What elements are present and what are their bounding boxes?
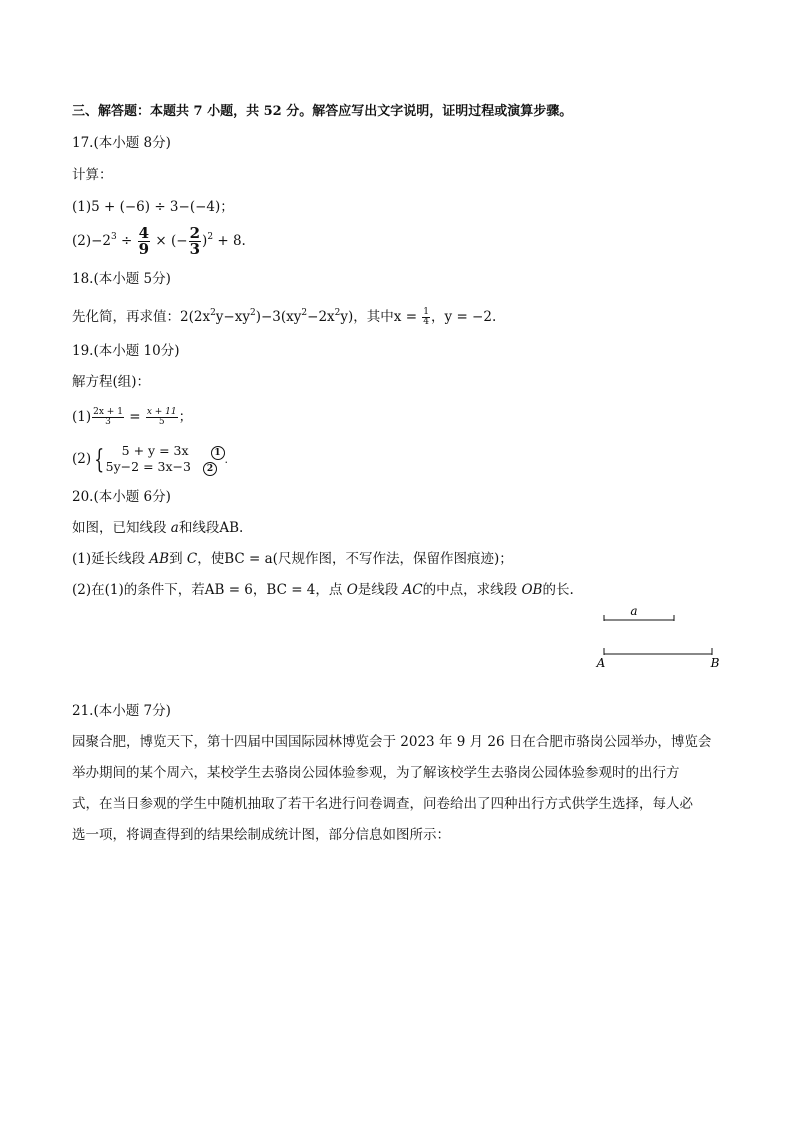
q17-p2-close: ) xyxy=(202,233,208,249)
q18-e2: 2 xyxy=(249,308,256,318)
q18-t6: ，y = −2. xyxy=(431,309,497,325)
q20-p1-b: 到 xyxy=(169,551,187,567)
q20-intro-b: 和线段AB. xyxy=(178,520,244,536)
q20-p1-a: (1)延长线段 xyxy=(72,551,150,567)
q19-rhs-frac xyxy=(146,408,178,427)
eq1: 5 + y = 3x xyxy=(121,442,189,458)
q17-header: 17.(本小题 8分) xyxy=(72,135,171,151)
segment-figure xyxy=(590,600,730,675)
q19-p2-end: . xyxy=(224,453,229,466)
q20-p1-tail: ，使BC = a(尺规作图，不写作法，保留作图痕迹)； xyxy=(197,551,513,567)
q17-frac1-den: 9 xyxy=(138,240,150,258)
q18-x-den: 4 xyxy=(423,317,430,327)
point-b-label: B xyxy=(710,656,720,670)
q19-lhs-frac xyxy=(92,408,124,427)
q19-p1-prefix: (1) xyxy=(72,409,92,425)
q19-p1-end: ； xyxy=(178,409,193,425)
q20-p2-o: O xyxy=(346,582,358,598)
q18-t1: 先化简，再求值：2(2x xyxy=(72,309,211,325)
circle-1-marker: 1 xyxy=(211,446,225,460)
q20-part1 xyxy=(72,550,513,568)
q20-p1-c: C xyxy=(186,551,198,567)
q20-part2 xyxy=(72,581,574,599)
segment-a-label: a xyxy=(630,604,638,618)
q19-rhs-num: x + 11 xyxy=(146,407,177,417)
q18-header: 18.(本小题 5分) xyxy=(72,271,171,287)
q18-t5: y)，其中x = xyxy=(340,309,422,325)
q18-x-frac xyxy=(422,308,430,327)
q20-header: 20.(本小题 6分) xyxy=(72,489,171,505)
eq2-row xyxy=(106,460,225,476)
q18-body xyxy=(72,304,496,330)
q20-p2-a: (2)在(1)的条件下，若AB = 6，BC = 4，点 xyxy=(72,582,347,598)
q21-line-3: 式，在当日参观的学生中随机抽取了若干名进行问卷调查，问卷给出了四种出行方式供学生选择，每人必 xyxy=(72,796,693,812)
q17-frac2-num: 2 xyxy=(189,224,201,242)
q18-e3: 2 xyxy=(301,308,308,318)
q19-part1 xyxy=(72,402,192,432)
q20-p2-d: 的长. xyxy=(542,582,574,598)
q19-part2 xyxy=(72,443,228,475)
q20-p2-ac: AC xyxy=(402,582,423,598)
q18-t3: )−3(xy xyxy=(255,309,302,325)
q17-p2-op2: × (− xyxy=(151,233,188,249)
q17-frac2-den: 3 xyxy=(189,240,201,258)
q21-line-2: 举办期间的某个周六，某校学生去骆岗公园体验参观，为了解该校学生去骆岗公园体验参观时的出行方 xyxy=(72,765,680,781)
q20-intro-var: a xyxy=(170,520,179,536)
q17-frac1-num: 4 xyxy=(138,224,150,242)
q20-intro-a: 如图，已知线段 xyxy=(72,520,171,536)
circle-2-marker: 2 xyxy=(203,462,217,476)
q17-p2-prefix: (2)−2 xyxy=(72,233,112,249)
q20-p1-ab: AB xyxy=(149,551,170,567)
system-brace: { xyxy=(94,444,105,475)
q18-t2: y−xy xyxy=(215,309,250,325)
q20-p2-ob: OB xyxy=(521,582,543,598)
q17-part2 xyxy=(72,224,246,258)
equation-system xyxy=(106,444,225,476)
q17-part1: (1)5 + (−6) ÷ 3−(−4)； xyxy=(72,199,234,215)
q19-rhs-den: 5 xyxy=(158,417,165,427)
q20-intro xyxy=(72,519,243,537)
q17-prompt: 计算： xyxy=(72,167,113,183)
q19-p2-prefix: (2) xyxy=(72,451,92,467)
q17-p2-op1: ÷ xyxy=(116,233,137,249)
q17-p2-exp2: 2 xyxy=(207,232,214,242)
q19-header: 19.(本小题 10分) xyxy=(72,343,180,359)
q17-p2-exp: 3 xyxy=(111,232,117,242)
q17-frac2 xyxy=(189,226,201,257)
q21-line-4: 选一项，将调查得到的结果绘制成统计图，部分信息如图所示： xyxy=(72,827,450,843)
q18-e1: 2 xyxy=(210,308,216,318)
eq1-row xyxy=(106,444,225,460)
q17-p2-tail: + 8. xyxy=(213,233,246,249)
q19-prompt: 解方程(组)： xyxy=(72,374,151,390)
q21-header: 21.(本小题 7分) xyxy=(72,703,171,719)
q17-frac1 xyxy=(138,226,150,257)
section-heading: 三、解答题：本题共 7 小题，共 52 分。解答应写出文字说明，证明过程或演算步骤。 xyxy=(72,104,573,119)
q19-p1-eq: = xyxy=(124,409,145,425)
q19-lhs-num: 2x + 1 xyxy=(93,407,123,417)
point-a-label: A xyxy=(596,656,606,670)
q18-x-num: 1 xyxy=(423,307,430,317)
q20-p2-c: 的中点，求线段 xyxy=(422,582,522,598)
q18-t4: −2x xyxy=(307,309,335,325)
q19-lhs-den: 3 xyxy=(105,417,111,427)
q18-e4: 2 xyxy=(334,308,341,318)
q21-line-1: 园聚合肥，博览天下，第十四届中国国际园林博览会于 2023 年 9 月 26 日在合肥市骆岗公园举办，博览会 xyxy=(72,734,712,750)
q20-p2-b: 是线段 xyxy=(357,582,403,598)
eq2: 5y−2 = 3x−3 xyxy=(105,458,191,474)
